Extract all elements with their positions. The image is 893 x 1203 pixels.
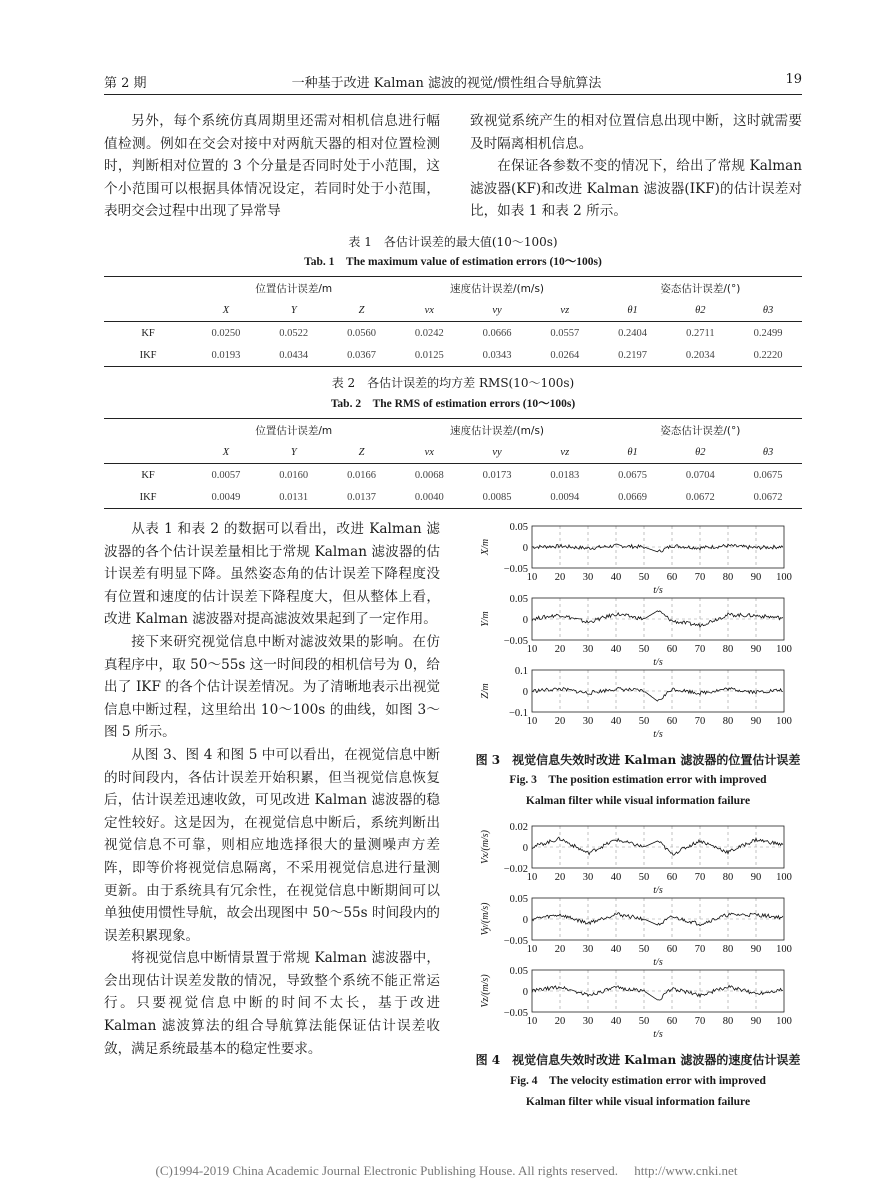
y-axis-label: Vy/(m/s) xyxy=(480,902,491,936)
table-column-header: θ1 xyxy=(599,299,667,322)
table-cell: 0.0250 xyxy=(211,327,241,339)
table2-caption-en: Tab. 2 The RMS of estimation errors (10～100s) xyxy=(330,398,576,410)
table-column-header: Y xyxy=(260,299,328,322)
table1-caption-en: Tab. 1 The maximum value of estimation errors (10～100s) xyxy=(304,256,602,268)
x-axis-label: t/s xyxy=(653,957,663,968)
table-cell: 0.0367 xyxy=(328,344,396,367)
table-cell: 0.2220 xyxy=(734,344,802,367)
table-corner xyxy=(104,277,192,300)
fig3-caption-en-line2: Kalman filter while visual information failure xyxy=(525,795,751,807)
y-tick-label: −0.1 xyxy=(508,708,528,719)
x-tick-label: 50 xyxy=(638,572,650,583)
x-tick-label: 30 xyxy=(582,872,594,883)
y-tick-label: 0.05 xyxy=(509,966,528,977)
fig4-caption-en-line1: Fig. 4 The velocity estimation error with improved xyxy=(510,1075,766,1087)
x-tick-label: 30 xyxy=(582,944,594,955)
y-tick-label: 0 xyxy=(522,843,528,854)
body-text-left-top: 另外，每个系统仿真周期里还需对相机信息进行幅值检测。例如在交会对接中对两航天器的相对位置检测时，判断相对位置的 3 个分量是否同时处于小范围，这个小范围可以根据具体情况设定，若同时处于小范围，表明交会过程中出现了异常导 xyxy=(104,113,440,220)
table-cell: 0.0343 xyxy=(463,344,531,367)
x-tick-label: 60 xyxy=(666,644,678,655)
table-group-header: 姿态估计误差/(°) xyxy=(599,277,802,300)
table-cell: 0.0049 xyxy=(192,486,260,509)
table-cell: 0.0094 xyxy=(531,486,599,509)
x-tick-label: 90 xyxy=(750,572,762,583)
table-cell: 0.0040 xyxy=(395,486,463,509)
y-axis-label: Vz/(m/s) xyxy=(480,974,491,1008)
table-cell: 0.0669 xyxy=(599,486,667,509)
y-tick-label: 0 xyxy=(522,615,528,626)
y-tick-label: 0.05 xyxy=(509,594,528,605)
table-cell: 0.0672 xyxy=(666,486,734,509)
plot-panel xyxy=(480,822,792,896)
copyright-footer: (C)1994-2019 China Academic Journal Electronic Publishing House. All rights reserved. http://www.cnki.net xyxy=(155,1163,738,1178)
x-tick-label: 30 xyxy=(582,1016,594,1027)
table-cell: 0.0125 xyxy=(395,344,463,367)
table-cell: 0.0675 xyxy=(753,469,783,481)
y-tick-label: −0.05 xyxy=(503,564,528,575)
x-tick-label: 90 xyxy=(750,644,762,655)
x-tick-label: 80 xyxy=(722,644,734,655)
x-tick-label: 80 xyxy=(722,1016,734,1027)
table-column-header: θ1 xyxy=(599,441,667,464)
y-axis-label: Vx/(m/s) xyxy=(480,830,491,864)
table-row-label: KF xyxy=(141,469,155,481)
x-tick-label: 70 xyxy=(694,1016,706,1027)
table-cell: 0.0166 xyxy=(347,469,376,481)
x-tick-label: 70 xyxy=(694,572,706,583)
x-tick-label: 40 xyxy=(610,944,622,955)
table-cell: 0.0666 xyxy=(482,327,512,339)
x-tick-label: 80 xyxy=(722,944,734,955)
table-cell: 0.0131 xyxy=(260,486,328,509)
table-cell: 0.0560 xyxy=(347,327,376,339)
x-tick-label: 90 xyxy=(750,944,762,955)
table-column-header: θ2 xyxy=(666,441,734,464)
y-tick-label: −0.05 xyxy=(503,636,528,647)
table-row-label: IKF xyxy=(104,344,192,367)
x-tick-label: 20 xyxy=(554,572,566,583)
x-tick-label: 10 xyxy=(526,944,538,955)
x-tick-label: 60 xyxy=(666,1016,678,1027)
paragraph: 在保证各参数不变的情况下，给出了常规 Kalman 滤波器(KF)和改进 Kalman 滤波器(IKF)的估计误差对比，如表 1 和表 2 所示。 xyxy=(470,158,802,220)
x-tick-label: 70 xyxy=(694,944,706,955)
table-cell: 0.0137 xyxy=(328,486,396,509)
table-column-header: θ3 xyxy=(734,441,802,464)
table-cell: 0.0672 xyxy=(734,486,802,509)
table-column-header: vz xyxy=(531,299,599,322)
y-tick-label: 0 xyxy=(522,915,528,926)
table-group-header: 姿态估计误差/(°) xyxy=(599,419,802,442)
data-series-line xyxy=(532,837,783,855)
x-tick-label: 40 xyxy=(610,872,622,883)
table-column-header: X xyxy=(192,299,260,322)
paragraph: 从图 3、图 4 和图 5 中可以看出，在视觉信息中断的时间段内，各估计误差开始积累，但当视觉信息恢复后，估计误差迅速收敛，可见改进 Kalman 滤波器的稳定性较好。这是因为，在视觉信息中断后，系统判断出视觉信息不可靠，则相应地选择很大的量测噪声方差阵，即等价将视觉信息隔离，不采用视觉信息进行量测更新。由于系统具有冗余性，在视觉信息中断期间可以单独使用惯性导航，故会出现图中 50～55s 时间段内的误差积累现象。 xyxy=(104,746,440,944)
data-series-line xyxy=(532,688,783,702)
table-cell: 0.0704 xyxy=(685,469,715,481)
body-text-right-top xyxy=(470,110,802,223)
table-cell: 0.0675 xyxy=(618,469,647,481)
plot-panel xyxy=(480,522,792,596)
data-series-line xyxy=(532,611,783,627)
table-cell: 0.2034 xyxy=(666,344,734,367)
x-tick-label: 100 xyxy=(776,944,792,955)
x-tick-label: 30 xyxy=(582,572,594,583)
y-axis-label: X/m xyxy=(480,538,491,556)
table-cell: 0.0522 xyxy=(279,327,309,339)
y-tick-label: 0 xyxy=(522,987,528,998)
header-page-number: 19 xyxy=(785,72,802,87)
fig4-caption-en-line2: Kalman filter while visual information failure xyxy=(525,1096,751,1108)
table-group-header: 位置估计误差/m xyxy=(192,277,395,300)
x-tick-label: 50 xyxy=(638,716,650,727)
x-tick-label: 100 xyxy=(776,644,792,655)
table-cell: 0.0557 xyxy=(550,327,580,339)
table1 xyxy=(104,276,802,367)
x-axis-label: t/s xyxy=(653,885,663,896)
data-series-line xyxy=(532,544,783,552)
table-cell: 0.2711 xyxy=(686,327,715,339)
data-series-line xyxy=(532,986,783,1001)
header-title: 一种基于改进 Kalman 滤波的视觉/惯性组合导航算法 xyxy=(291,76,602,91)
x-tick-label: 80 xyxy=(722,872,734,883)
y-axis-label: Y/m xyxy=(480,611,491,627)
x-tick-label: 70 xyxy=(694,872,706,883)
table-cell: 0.2499 xyxy=(753,327,783,339)
header-issue: 第 2 期 xyxy=(104,76,147,91)
table2 xyxy=(104,418,802,509)
x-tick-label: 60 xyxy=(666,572,678,583)
paragraph: 接下来研究视觉信息中断对滤波效果的影响。在仿真程序中，取 50～55s 这一时间段的相机信号为 0，给出了 IKF 的各个估计误差情况。为了清晰地表示出视觉信息中断过程，这里给出 10～100s 的曲线，如图 3～图 5 所示。 xyxy=(104,633,440,741)
plot-panel xyxy=(480,966,792,1040)
paragraph: 从表 1 和表 2 的数据可以看出，改进 Kalman 滤波器的各个估计误差量相比于常规 Kalman 滤波器的估计误差有明显下降。虽然姿态角的估计误差下降程度没有位置和速度的估计误差下降程度大，但从整体上看，改进 Kalman 滤波器对提高滤波效果起到了一定作用。 xyxy=(104,521,440,628)
table-column-header: Y xyxy=(260,441,328,464)
table-column-header: vy xyxy=(463,299,531,322)
x-tick-label: 10 xyxy=(526,572,538,583)
y-tick-label: 0.05 xyxy=(509,894,528,905)
x-tick-label: 30 xyxy=(582,644,594,655)
table-cell: 0.0434 xyxy=(260,344,328,367)
table-row xyxy=(104,464,802,487)
table-cell: 0.0085 xyxy=(463,486,531,509)
table1-caption-cn: 表 1 各估计误差的最大值(10～100s) xyxy=(348,235,558,249)
table-column-header: vy xyxy=(463,441,531,464)
table-cell: 0.2197 xyxy=(599,344,667,367)
table-column-header: Z xyxy=(328,441,396,464)
table-column-header: θ3 xyxy=(734,299,802,322)
y-tick-label: 0 xyxy=(522,687,528,698)
x-tick-label: 70 xyxy=(694,716,706,727)
body-text-left-bottom xyxy=(104,518,440,1060)
table-column-header: X xyxy=(192,441,260,464)
x-tick-label: 40 xyxy=(610,644,622,655)
table-group-header: 速度估计误差/(m/s) xyxy=(395,277,598,300)
x-axis-label: t/s xyxy=(653,585,663,596)
x-tick-label: 20 xyxy=(554,716,566,727)
y-tick-label: −0.02 xyxy=(503,864,528,875)
x-tick-label: 50 xyxy=(638,644,650,655)
x-tick-label: 70 xyxy=(694,644,706,655)
x-tick-label: 10 xyxy=(526,644,538,655)
x-tick-label: 100 xyxy=(776,1016,792,1027)
table-column-header: θ2 xyxy=(666,299,734,322)
x-tick-label: 10 xyxy=(526,1016,538,1027)
x-tick-label: 30 xyxy=(582,716,594,727)
x-axis-label: t/s xyxy=(653,1029,663,1040)
table-group-header: 速度估计误差/(m/s) xyxy=(395,419,598,442)
x-tick-label: 100 xyxy=(776,872,792,883)
paragraph: 将视觉信息中断情景置于常规 Kalman 滤波器中，会出现估计误差发散的情况，导致整个系统不能正常运行。只要视觉信息中断的时间不太长，基于改进 Kalman 滤波算法的组合导航算法能保证估计误差收敛，满足系统最基本的稳定性要求。 xyxy=(104,950,440,1057)
x-tick-label: 90 xyxy=(750,716,762,727)
x-tick-label: 20 xyxy=(554,644,566,655)
table-column-header: vx xyxy=(395,299,463,322)
x-tick-label: 50 xyxy=(638,1016,650,1027)
fig4-caption-cn: 图 4 视觉信息失效时改进 Kalman 滤波器的速度估计误差 xyxy=(475,1053,801,1067)
y-tick-label: 0.02 xyxy=(509,822,528,833)
x-tick-label: 50 xyxy=(638,944,650,955)
paragraph: 致视觉系统产生的相对位置信息出现中断，这时就需要及时隔离相机信息。 xyxy=(470,113,802,152)
x-tick-label: 100 xyxy=(776,572,792,583)
table-corner xyxy=(104,441,192,464)
x-tick-label: 60 xyxy=(666,944,678,955)
x-tick-label: 90 xyxy=(750,872,762,883)
table-corner xyxy=(104,299,192,322)
table-cell: 0.0173 xyxy=(482,469,512,481)
table-row-label: IKF xyxy=(104,486,192,509)
header-rule xyxy=(104,94,802,95)
table-cell: 0.0160 xyxy=(279,469,309,481)
y-tick-label: 0 xyxy=(522,543,528,554)
x-tick-label: 50 xyxy=(638,872,650,883)
x-tick-label: 20 xyxy=(554,944,566,955)
table-row xyxy=(104,486,802,509)
table-row xyxy=(104,344,802,367)
table-column-header: vz xyxy=(531,441,599,464)
x-tick-label: 40 xyxy=(610,716,622,727)
x-tick-label: 10 xyxy=(526,716,538,727)
x-tick-label: 90 xyxy=(750,1016,762,1027)
x-tick-label: 100 xyxy=(776,716,792,727)
x-tick-label: 60 xyxy=(666,872,678,883)
plot-panel xyxy=(480,666,792,740)
x-tick-label: 60 xyxy=(666,716,678,727)
y-axis-label: Z/m xyxy=(480,683,491,699)
table-cell: 0.0183 xyxy=(550,469,580,481)
table-row-label: KF xyxy=(141,327,155,339)
table-cell: 0.0057 xyxy=(211,469,241,481)
x-axis-label: t/s xyxy=(653,657,663,668)
table2-caption-cn: 表 2 各估计误差的均方差 RMS(10～100s) xyxy=(331,376,575,390)
x-tick-label: 20 xyxy=(554,1016,566,1027)
table-cell: 0.0242 xyxy=(414,327,444,339)
table-cell: 0.2404 xyxy=(618,327,647,339)
x-tick-label: 80 xyxy=(722,716,734,727)
plot-panel xyxy=(480,594,792,668)
x-tick-label: 40 xyxy=(610,572,622,583)
table-cell: 0.0068 xyxy=(414,469,444,481)
x-tick-label: 80 xyxy=(722,572,734,583)
y-tick-label: 0.1 xyxy=(514,666,528,677)
y-tick-label: −0.05 xyxy=(503,1008,528,1019)
fig3-caption-cn: 图 3 视觉信息失效时改进 Kalman 滤波器的位置估计误差 xyxy=(475,753,801,767)
table-group-header: 位置估计误差/m xyxy=(192,419,395,442)
table-corner xyxy=(104,419,192,442)
table-row xyxy=(104,322,802,345)
y-tick-label: −0.05 xyxy=(503,936,528,947)
x-tick-label: 20 xyxy=(554,872,566,883)
y-tick-label: 0.05 xyxy=(509,522,528,533)
plot-panel xyxy=(480,894,792,968)
x-tick-label: 40 xyxy=(610,1016,622,1027)
table-cell: 0.0193 xyxy=(192,344,260,367)
fig3-caption-en-line1: Fig. 3 The position estimation error with improved xyxy=(509,774,767,786)
x-axis-label: t/s xyxy=(653,729,663,740)
table-column-header: vx xyxy=(395,441,463,464)
table-cell: 0.0264 xyxy=(531,344,599,367)
table-column-header: Z xyxy=(328,299,396,322)
x-tick-label: 10 xyxy=(526,872,538,883)
